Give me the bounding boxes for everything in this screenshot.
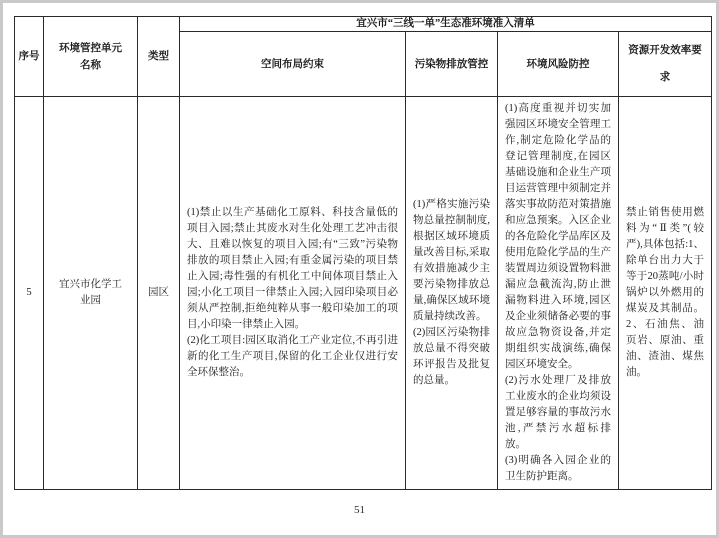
header-type: 类型	[138, 17, 180, 97]
header-spatial: 空间布局约束	[180, 32, 406, 97]
resource-paragraph-1: 禁止销售使用燃料为“Ⅱ类”(较严),具体包括:1、除单台出力大于等于20蒸吨/小时锅炉以外燃用的煤炭及其制品。2、石油焦、油页岩、原油、重油、渣油、煤焦油。	[626, 207, 704, 378]
cell-type: 园区	[138, 97, 180, 490]
cell-spatial-constraints	[180, 97, 406, 490]
cell-pollutant-control	[406, 97, 498, 490]
cell-unit-name: 宜兴市化学工业园	[59, 279, 122, 306]
risk-paragraph-3: (3)明确各入园企业的卫生防护距离。	[505, 455, 611, 482]
header-unit-name-cell	[44, 17, 138, 97]
table-title-row	[15, 17, 712, 32]
header-risk: 环境风险防控	[498, 32, 619, 97]
spatial-paragraph-2: (2)化工项目:园区取消化工产业定位,不再引进新的化工生产项目,保留的化工企业仅进行安全环保整治。	[187, 335, 398, 378]
header-resource: 资源开发效率要求	[628, 45, 702, 83]
risk-paragraph-1: (1)高度重视并切实加强园区环境安全管理工作,制定危险化学品的登记管理制度,在园区基础设施和企业生产项目运营管理中须制定并落实事故防范对策措施和应急预案。入区企业的各危险化学品库区及使用危险化学品的生产装置周边须设置物料泄漏应急截流沟,防止泄漏物料进入环境,园区及企业须储备必要的事故应急物资设备,并定期组织实战演练,确保园区环境安全。	[505, 103, 611, 370]
table-row	[15, 97, 712, 490]
page-number: 51	[354, 504, 365, 516]
spatial-paragraph-1: (1)禁止以生产基础化工原料、科技含量低的项目入园;禁止其废水对生化处理工艺冲击很大、且难以恢复的项目入园;有“三致”污染物排放的项目禁止入园;有重金属污染的项目禁止入园;毒性强的有机化工中间体项目禁止入园;小化工项目一律禁止入园;入园印染项目必须从严控制,拒绝纯粹从事一般印染加工的项目,小印染一律禁止入园。	[187, 207, 398, 330]
cell-index: 5	[15, 97, 44, 490]
header-pollutant: 污染物排放管控	[406, 32, 498, 97]
access-list-table	[14, 16, 712, 490]
header-unit-name: 环境管控单元名称	[59, 42, 122, 71]
header-index: 序号	[15, 17, 44, 97]
pollutant-paragraph-1: (1)严格实施污染物总量控制制度,根据区域环境质量改善目标,采取有效措施减少主要污染物排放总量,确保区域环境质量持续改善。	[413, 199, 490, 322]
risk-paragraph-2: (2)污水处理厂及排放工业废水的企业均须设置足够容量的事故污水池,严禁污水超标排放。	[505, 375, 611, 450]
header-resource-cell	[619, 32, 712, 97]
cell-unit-name-cell	[44, 97, 138, 490]
cell-risk-prevention	[498, 97, 619, 490]
cell-resource-efficiency	[619, 97, 712, 490]
pollutant-paragraph-2: (2)园区污染物排放总量不得突破环评报告及批复的总量。	[413, 327, 490, 386]
table-span-title: 宜兴市“三线一单”生态准环境准入清单	[180, 17, 712, 32]
